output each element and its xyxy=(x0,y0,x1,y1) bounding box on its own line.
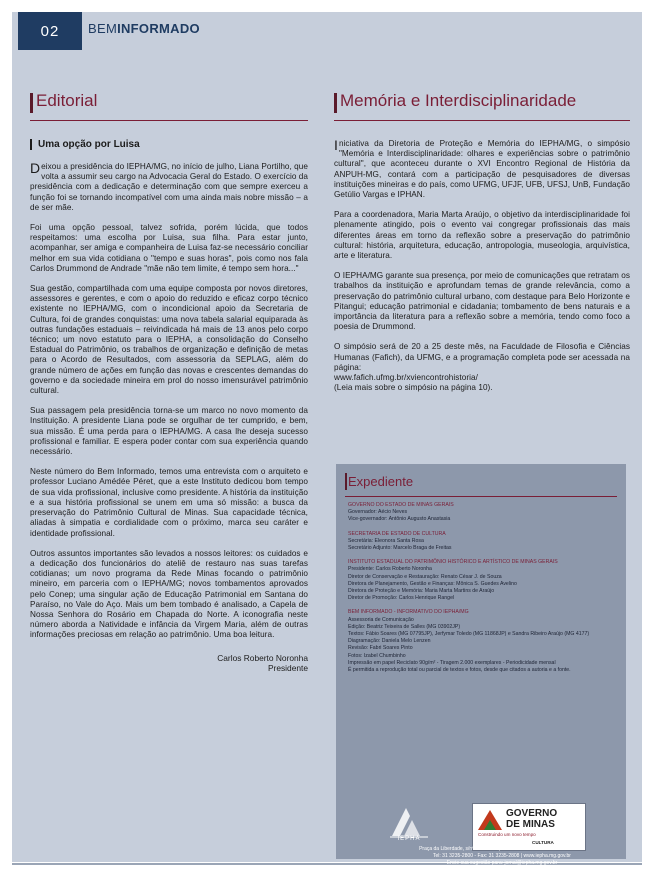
expediente-line: Governador: Aécio Neves xyxy=(348,509,408,516)
memoria-paragraph-1 xyxy=(334,139,630,200)
editorial-paragraph-4: Sua passagem pela presidência torna-se um marco no novo momento da Instituição. A presidente Liana pode se orgulhar de ter cumprido, e bem, sua missão. É uma perda para o IEPHA/MG. A casa lhe deseja sucesso profissional e familiar. E espera poder contar com sua experiência quando necessário. xyxy=(30,406,308,457)
expediente-line: Assessoria de Comunicação xyxy=(348,616,414,623)
memoria-dropcap: I xyxy=(334,137,338,153)
editorial-paragraph-3: Sua gestão, compartilhada com uma equipe composta por novos diretores, assessores e gerentes, e com o apoio do reduzido e eficaz corpo técnico existente no IEPHA/MG, com o incondicional apoio da Secretaria de Cultura, foi de grandes conquistas: uma nova tabela salarial equiparada às outras fundações estaduais – reivindicada há mais de 13 anos pelo corpo técnico; um novo estatuto para o IEPHA, a consolidação do Conselho Estadual do Patrimônio, os trabalhos de organização e definição de metas para o Acordo de Resultados, com assessoria da SEPLAG, além do grande número de ações em função das novas e crescentes demandas do governo e da sociedade mineira em prol do nosso imensurável patrimônio cultural. xyxy=(30,284,308,396)
expediente-group-heading: GOVERNO DO ESTADO DE MINAS GERAIS xyxy=(348,502,454,508)
expediente-group-heading: INSTITUTO ESTADUAL DO PATRIMÔNIO HISTÓRICO E ARTÍSTICO DE MINAS GERAIS xyxy=(348,559,558,566)
governo-logo-department: CULTURA xyxy=(532,840,554,845)
memoria-url-link[interactable]: www.fafich.ufmg.br/xviencontrohistoria/ xyxy=(334,373,478,383)
memoria-note: (Leia mais sobre o simpósio na página 10). xyxy=(334,383,493,393)
expediente-line: Revisão: Fabri Soares Pinto xyxy=(348,645,413,652)
editorial-title-rule xyxy=(30,120,308,121)
editorial-title: Editorial xyxy=(36,91,98,110)
address-line-1: Praça da Liberdade, s/nº - 4º andar | CEP: 30140-010 Belo Horizonte - MG xyxy=(419,846,585,852)
editorial-paragraph-5: Neste número do Bem Informado, temos uma entrevista com o arquiteto e professor Luciano Amédée Péret, que a este Instituto dedicou bom tempo de sua vida profissional, inclusive como presidente. A história da instituição e a sua história profissional se unem em uma só missão: a busca da preservação do Patrimônio Cultural de Minas. Sua capacidade técnica, aliadas à simpatia e cordialidade com o próximo, marca seu caráter e identidade profissional. xyxy=(30,467,308,538)
expediente-group xyxy=(348,531,624,553)
page-number: 02 xyxy=(18,12,82,50)
memoria-paragraph-4 xyxy=(334,342,630,393)
editorial-dropcap: D xyxy=(30,160,41,176)
expediente-line: É permitida a reprodução total ou parcial de textos e fotos, desde que citados a autoria e a fonte. xyxy=(348,667,571,674)
expediente-line: Fotos: Izabel Chumbinho xyxy=(348,652,406,659)
editorial-subtitle: Uma opção por Luisa xyxy=(30,139,308,150)
editorial-paragraph-1-text: eixou a presidência do IEPHA/MG, no início de julho, Liana Portilho, que volta a assumir seu cargo na Advocacia Geral do Estado. O exercício da presidência com a dedicação e determinação com que sempre exerceu a função foi se tornando incompatível com uma ainda mais nobre missão – a de ser mãe. xyxy=(30,162,308,212)
editorial-paragraph-6: Outros assuntos importantes são levados a nossos leitores: os cuidados e a dedicação dos funcionários do ateliê de restauro nas suas tarefas cotidianas; um novo programa da Rede Minas focando o patrimônio mineiro, em parceria com o IEPHA/MG; novos tombamentos aprovados pelo Conep; uma singular ação de Educação Patrimonial em Santana do Paraíso, no Vale do Aço. Mais um bem tombado é analisado, a Capela de Nossa Senhora do Rosário em Chapada do Norte. A iconografia neste número aborda a Natividade e infância da Virgem Maria, além de outras informações preciosas em relação ao patrimônio. Uma boa leitura. xyxy=(30,548,308,640)
editorial-column xyxy=(30,90,308,674)
address-block xyxy=(386,846,618,867)
expediente-line: Secretária: Eleonora Santa Rosa xyxy=(348,537,424,544)
expediente-line: Diretor de Promoção: Carlos Henrique Rangel xyxy=(348,595,455,602)
editorial-paragraph-1 xyxy=(30,162,308,213)
memoria-paragraph-4-text: O simpósio será de 20 a 25 deste mês, na Faculdade de Filosofia e Ciências Humanas (Fafich), da UFMG, e a programação completa pode ser acessada na página: xyxy=(334,342,630,372)
governo-minas-inner-icon xyxy=(484,820,496,830)
iepha-logo-text: IEPHA xyxy=(397,836,421,842)
signature-name: Carlos Roberto Noronha xyxy=(217,652,308,663)
expediente-line: Impressão em papel Reciclato 90g/m² - Tiragem 2.000 exemplares - Periodicidade mensal xyxy=(348,659,556,666)
governo-logo-slogan: Construindo um novo tempo xyxy=(478,832,536,837)
expediente-line: Diretor de Conservação e Restauração: Renato César J. de Souza xyxy=(348,573,502,580)
expediente-line: Textos: Fábio Soares (MG 07795JP), Jerfymar Toledo (MG 11868JP) e Sandra Ribeiro Araújo (MG 4177) xyxy=(348,631,590,638)
signature-role: Presidente xyxy=(267,663,308,674)
expediente-line: Vice-governador: Antônio Augusto Anastasia xyxy=(348,516,451,523)
expediente-group xyxy=(348,559,624,602)
expediente-title-bar xyxy=(345,473,347,490)
expediente-line: Diretora de Proteção e Memória: Maria Marta Martins de Araújo xyxy=(348,588,495,595)
brand-name xyxy=(88,21,200,36)
expediente-body xyxy=(348,502,624,681)
expediente-line: Secretário Adjunto: Marcelo Braga de Freitas xyxy=(348,545,452,552)
expediente-line: Diagramação: Daniela Melo Lenzen xyxy=(348,638,431,645)
governo-logo-line-2: DE MINAS xyxy=(506,819,555,830)
expediente-group-heading: SECRETARIA DE ESTADO DE CULTURA xyxy=(348,530,446,537)
address-line-3: Envie sua sugestão para: jornal@iepha.mg.gov.br xyxy=(446,860,558,866)
memoria-paragraph-3: O IEPHA/MG garante sua presença, por meio de comunicações que retratam os trabalhos da instituição e aprofundam temas de grande relevância, como a preservação do patrimônio cultural urbano, com destaque para Belo Horizonte e Pitangui; educação patrimonial e cidadania; tombamento de bens naturais e a importância da literatura para a reflexão sobre a memória, tendo como foco a poesia de Drummond. xyxy=(334,271,630,332)
expediente-line: Presidente: Carlos Roberto Noronha xyxy=(348,566,432,573)
expediente-group-heading: BEM INFORMADO - INFORMATIVO DO IEPHA/MG xyxy=(348,609,469,616)
expediente-title-rule xyxy=(345,496,617,497)
expediente-line: Diretora de Planejamento, Gestão e Finanças: Mônica S. Guedes Avelino xyxy=(348,580,517,587)
memoria-paragraph-1-text: niciativa da Diretoria de Proteção e Memória do IEPHA/MG, o simpósio "Memória e Interdisciplinaridade: olhares e experiências sobre o patrimônio cultural", que aconteceu durante o XVI Encontro Regional de História da ANPUH-MG, contará com a participação de pesquisadores de diversas instituições mineiras e do país, como UFMG, UFJF, UFB, UFSJ, UnB, Fundação Getúlio Vargas e IPHAN. xyxy=(334,139,630,200)
editorial-paragraph-2: Foi uma opção pessoal, talvez sofrida, porém lúcida, que todos respeitamos: uma escolha por Luisa, sua filha. Para estar junto, acompanhar, ser amiga e companheira de Luisa faz-se necessário conciliar melhor em sua vida cotidiana o "tempo e suas horas", pois como nos fala Carlos Drummond de Andrade "mãe não tem limite, é tempo sem hora..." xyxy=(30,223,308,273)
expediente-title: Expediente xyxy=(348,474,414,489)
expediente-group xyxy=(348,609,624,674)
memoria-title-rule xyxy=(334,120,630,121)
governo-logo-line-1: GOVERNO xyxy=(506,808,558,819)
address-line-2: Tel: 31 3235-2800 - Fax: 31 3235-2808 | www.iepha.mg.gov.br xyxy=(433,853,571,859)
brand-part-2: INFORMADO xyxy=(117,21,200,36)
memoria-title: Memória e Interdisciplinaridade xyxy=(340,91,577,110)
memoria-column xyxy=(334,90,630,393)
expediente-group xyxy=(348,502,624,524)
brand-part-1: BEM xyxy=(88,21,118,36)
memoria-paragraph-2: Para a coordenadora, Maria Marta Araújo, o objetivo da interdisciplinaridade foi plenamente atingido, pois o evento vai congregar profissionais das mais diferentes áreas em torno da reflexão sobre a preservação do patrimônio cultural: história, arquitetura, educação, antropologia, museologia, arquivística, arte e literatura. xyxy=(334,210,630,261)
signature xyxy=(30,653,308,674)
expediente-line: Edição: Beatriz Teixeira de Salles (MG 03902JP) xyxy=(348,623,461,630)
